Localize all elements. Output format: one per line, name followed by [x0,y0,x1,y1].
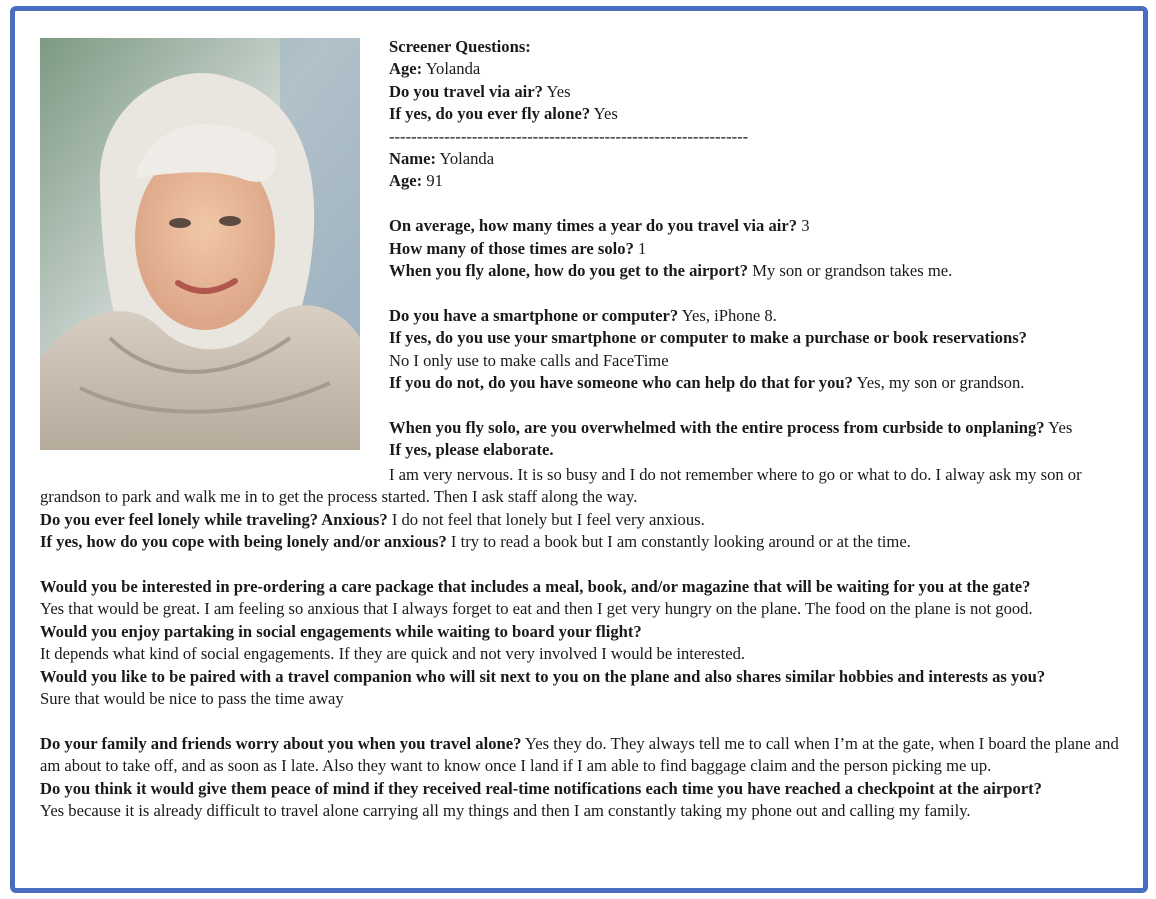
qa-answer: I am very nervous. It is so busy and I do not remember where to go or what to do. I alway ask my son or grandson to park and walk me in to get the process started. Then I ask staff along the way. [40,465,1082,507]
qa-item: When you fly alone, how do you get to the airport? My son or grandson takes me. [389,261,953,281]
screener-age: Age: Yolanda [389,59,481,79]
qa-question: If yes, do you use your smartphone or computer to make a purchase or book reservations? [389,328,1027,348]
qa-question: Would you be interested in pre-ordering a care package that includes a meal, book, and/or magazine that will be waiting for you at the gate? [40,577,1031,597]
qa-answer: No I only use to make calls and FaceTime [389,350,669,370]
qa-item: If you do not, do you have someone who can help do that for you? Yes, my son or grandson. [389,373,1025,393]
qa-item: Do you ever feel lonely while traveling? Anxious? I do not feel that lonely but I feel very anxious. [40,509,705,529]
qa-question: Would you enjoy partaking in social engagements while waiting to board your flight? [40,621,642,641]
qa-item: When you fly solo, are you overwhelmed with the entire process from curbside to onplaning? Yes [389,417,1073,437]
screener-heading: Screener Questions: [389,37,531,56]
qa-item: How many of those times are solo? 1 [389,238,647,258]
interview-text [40,36,1125,822]
qa-item: If yes, how do you cope with being lonely and/or anxious? I try to read a book but I am constantly looking around or at the time. [40,532,911,552]
qa-item: Do you have a smartphone or computer? Yes, iPhone 8. [389,305,777,325]
qa-question: Do you think it would give them peace of mind if they received real-time notifications each time you have reached a checkpoint at the airport? [40,778,1042,798]
qa-answer: Sure that would be nice to pass the time away [40,689,344,709]
qa-item: Do your family and friends worry about you when you travel alone? Yes they do. They always tell me to call when I’m at the gate, when I board the plane and am about to take off, and as soon as I late. Also they want to know once I land if I am able to find baggage claim and the person picking me up. [40,733,1119,776]
qa-question: Would you like to be paired with a travel companion who will sit next to you on the plane and also shares similar hobbies and interests as you? [40,666,1046,686]
qa-answer: Yes that would be great. I am feeling so anxious that I always forget to eat and then I get very hungry on the plane. The food on the plane is not good. [40,599,1033,619]
section-divider: ----------------------------------------------------------------- [389,126,749,146]
qa-item: On average, how many times a year do you travel via air? 3 [389,216,810,236]
profile-name: Name: Yolanda [389,149,495,169]
qa-question: If yes, please elaborate. [389,440,554,460]
screener-travel: Do you travel via air? Yes [389,81,571,101]
qa-answer: It depends what kind of social engagements. If they are quick and not very involved I would be interested. [40,644,746,664]
screener-fly-alone: If yes, do you ever fly alone? Yes [389,104,618,124]
qa-answer: Yes because it is already difficult to travel alone carrying all my things and then I am constantly taking my phone out and calling my family. [40,801,971,821]
profile-age: Age: 91 [389,171,443,191]
